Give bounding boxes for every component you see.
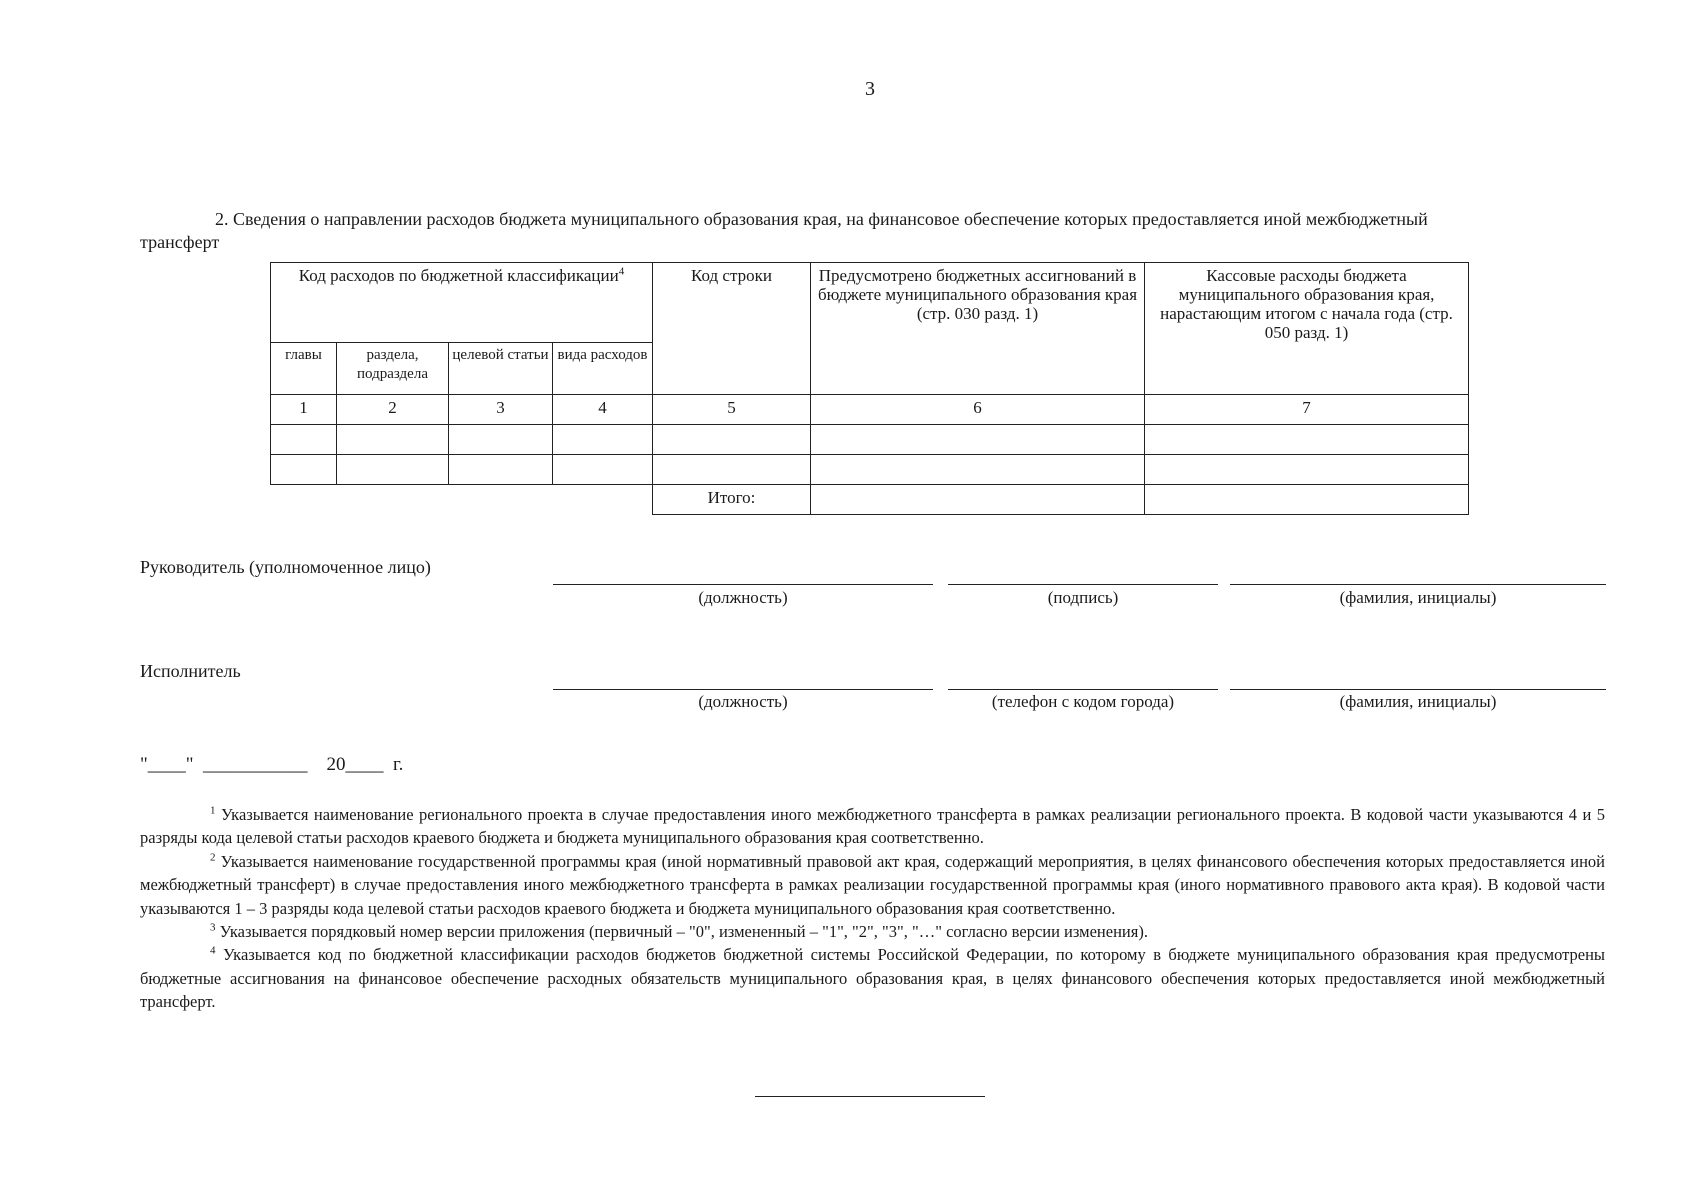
end-divider xyxy=(755,1096,985,1097)
head-signature-line[interactable] xyxy=(948,584,1218,585)
footnote-2-text: Указывается наименование государственной программы края (иной нормативный правовой акт края, содержащий мероприятия, в целях финансового обеспечения которых предоставляется иной межбюджетный трансферт) в случае предоставления иного межбюджетного трансферта в рамках реализации государственной программы края (иного нормативного правового акта края). В кодовой части указываются 1 – 3 разряды кода целевой статьи расходов краевого бюджета и бюджета муниципального образования края соответственно. xyxy=(140,851,1605,918)
exec-position-line[interactable] xyxy=(553,689,933,690)
header-budget-code xyxy=(271,263,653,343)
footnote-1 xyxy=(140,803,1605,850)
col-number-4: 4 xyxy=(553,395,653,425)
col-number-5: 5 xyxy=(653,395,811,425)
footnote-4 xyxy=(140,943,1605,1013)
footnote-1-number: 1 xyxy=(210,804,216,817)
header-chapter: главы xyxy=(271,343,337,395)
total-row xyxy=(271,485,1469,515)
footnote-3-text: Указывается порядковый номер версии приложения (первичный – "0", измененный – "1", "2", "3", "…" согласно версии изменения). xyxy=(219,922,1148,942)
exec-caption-name: (фамилия, инициалы) xyxy=(1339,692,1497,711)
exec-caption-phone: (телефон с кодом города) xyxy=(991,692,1175,711)
header-target-item: целевой статьи xyxy=(449,343,553,395)
table-cell[interactable] xyxy=(337,425,449,455)
table-cell[interactable] xyxy=(811,425,1145,455)
head-caption-position: (должность) xyxy=(698,588,788,607)
table-cell[interactable] xyxy=(653,425,811,455)
header-planned-allocations: Предусмотрено бюджетных ассигнований в бюджете муниципального образования края (стр. 030 разд. 1) xyxy=(811,263,1145,395)
header-cash-expenses: Кассовые расходы бюджета муниципального образования края, нарастающим итогом с начала года (стр. 050 разд. 1) xyxy=(1145,263,1469,395)
table-cell[interactable] xyxy=(553,425,653,455)
footnote-3-number: 3 xyxy=(210,921,216,934)
col-number-1: 1 xyxy=(271,395,337,425)
head-name-line[interactable] xyxy=(1230,584,1606,585)
exec-caption-position: (должность) xyxy=(698,692,788,711)
table-cell[interactable] xyxy=(337,455,449,485)
table-cell[interactable] xyxy=(553,455,653,485)
table-cell[interactable] xyxy=(811,455,1145,485)
table-cell[interactable] xyxy=(449,455,553,485)
col-number-6: 6 xyxy=(811,395,1145,425)
table-cell[interactable] xyxy=(1145,455,1469,485)
footnote-ref-4: 4 xyxy=(618,265,625,278)
footnote-2 xyxy=(140,850,1605,920)
table-cell[interactable] xyxy=(271,455,337,485)
exec-name-line[interactable] xyxy=(1230,689,1606,690)
total-row-spacer xyxy=(271,485,653,515)
footnote-4-text: Указывается код по бюджетной классификации расходов бюджетов бюджетной системы Российской Федерации, по которому в бюджете муниципального образования края предусмотрены бюджетные ассигнования на финансовое обеспечение расходных обязательств муниципального образования края, в целях финансового обеспечения которых предоставляется иной межбюджетный трансферт. xyxy=(140,945,1606,1012)
header-budget-code-label: Код расходов по бюджетной классификации xyxy=(298,266,619,285)
budget-classification-table xyxy=(270,262,1469,515)
col-number-3: 3 xyxy=(449,395,553,425)
footnote-4-number: 4 xyxy=(210,944,216,957)
header-line-code: Код строки xyxy=(653,263,811,395)
col-number-7: 7 xyxy=(1145,395,1469,425)
head-caption-signature: (подпись) xyxy=(1047,588,1119,607)
column-number-row xyxy=(271,395,1469,425)
table-row xyxy=(271,425,1469,455)
total-cash-cell[interactable] xyxy=(1145,485,1469,515)
table-row xyxy=(271,455,1469,485)
section-title: 2. Сведения о направлении расходов бюджета муниципального образования края, на финансовое обеспечение которых предоставляется иной межбюджетный трансферт xyxy=(140,209,1428,252)
header-expense-type: вида расходов xyxy=(553,343,653,395)
header-section: раздела, подраздела xyxy=(337,343,449,395)
total-planned-cell[interactable] xyxy=(811,485,1145,515)
footnote-1-text: Указывается наименование регионального проекта в случае предоставления иного межбюджетного трансферта в рамках реализации регионального проекта. В кодовой части указываются 4 и 5 разряды кода целевой статьи расходов краевого бюджета и бюджета муниципального образования края соответственно. xyxy=(140,805,1605,848)
table-cell[interactable] xyxy=(1145,425,1469,455)
page-number: 3 xyxy=(865,78,875,100)
col-number-2: 2 xyxy=(337,395,449,425)
total-label: Итого: xyxy=(653,485,811,515)
head-caption-name: (фамилия, инициалы) xyxy=(1339,588,1497,607)
executor-label: Исполнитель xyxy=(140,661,241,681)
table-cell[interactable] xyxy=(271,425,337,455)
date-line[interactable]: "____" ___________ 20____ г. xyxy=(140,754,404,775)
table-cell[interactable] xyxy=(449,425,553,455)
footnotes xyxy=(140,803,1605,1014)
footnote-3 xyxy=(140,920,1605,943)
footnote-2-number: 2 xyxy=(210,851,216,864)
head-position-line[interactable] xyxy=(553,584,933,585)
exec-phone-line[interactable] xyxy=(948,689,1218,690)
table-cell[interactable] xyxy=(653,455,811,485)
head-label: Руководитель (уполномоченное лицо) xyxy=(140,557,431,577)
